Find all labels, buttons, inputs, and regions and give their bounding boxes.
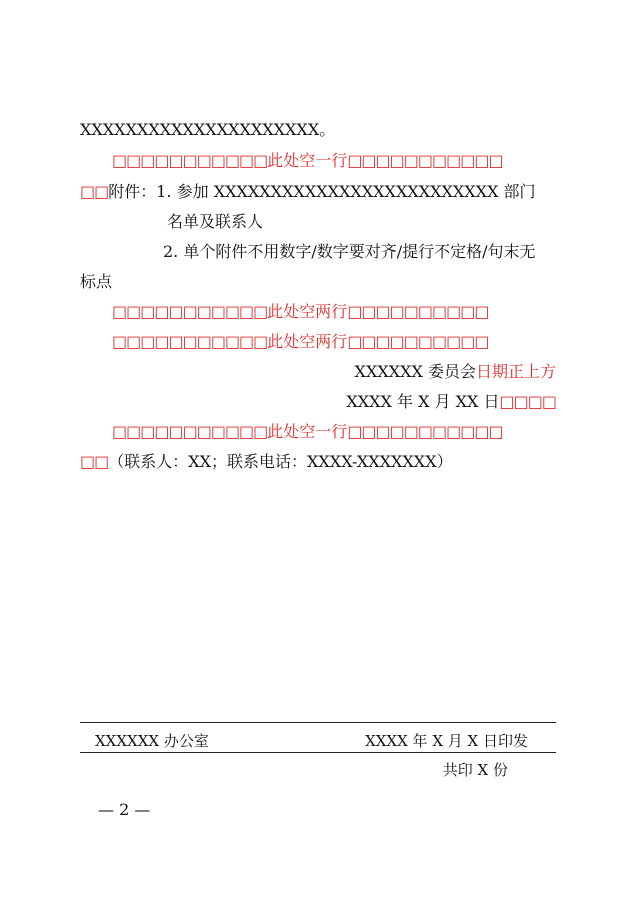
note-text: 此处空两行 — [267, 332, 348, 351]
attachment-label: 附件： — [108, 182, 157, 201]
attachment-line-1-cont: 名单及联系人 — [167, 212, 264, 231]
attachment-item-text: 单个附件不用数字/数字要对齐/提行不定格/句末无 — [183, 242, 536, 261]
placeholder-marks: □□□□□□□□□□□ — [112, 151, 268, 170]
placeholder-marks: □□ — [80, 452, 109, 471]
attachment-line-2-cont: 标点 — [80, 272, 113, 291]
note-blank-one-line — [112, 151, 503, 171]
issuer-line — [355, 362, 556, 382]
placeholder-marks: □□□□□□□□□□□ — [112, 332, 268, 351]
note-blank-two-lines — [112, 302, 488, 322]
placeholder-marks: □□□□□□□□□□ — [347, 302, 489, 321]
footer-copies: 共印 X 份 — [442, 761, 508, 779]
placeholder-marks: □□□□□□□□□□□ — [112, 302, 268, 321]
note-blank-two-lines — [112, 332, 488, 352]
date-line — [346, 392, 556, 412]
attachment-item-number: 1. — [156, 182, 172, 201]
footer-print-date: XXXX 年 X 月 X 日印发 — [365, 732, 528, 750]
attachment-line-2 — [163, 242, 536, 262]
note-blank-one-line — [112, 422, 503, 442]
attachment-item-text: 参加 XXXXXXXXXXXXXXXXXXXXXXXXX 部门 — [176, 182, 536, 201]
placeholder-marks: □□□□□□□□□□ — [347, 332, 489, 351]
issuer-note: 日期正上方 — [475, 362, 556, 381]
placeholder-marks: □□□□□□□□□□□ — [347, 422, 503, 441]
attachment-line-1 — [80, 182, 536, 202]
note-text: 此处空两行 — [267, 302, 348, 321]
attachment-item-number: 2. — [163, 242, 179, 261]
footer-top-rule — [80, 722, 556, 723]
placeholder-marks: □□ — [80, 182, 109, 201]
page-number: — 2 — — [98, 800, 151, 819]
contact-line — [80, 452, 453, 472]
contact-text: （联系人：XX；联系电话：XXXX-XXXXXXX） — [108, 452, 453, 471]
issue-date: XXXX 年 X 月 XX 日 — [346, 392, 500, 411]
note-text: 此处空一行 — [267, 151, 348, 170]
placeholder-marks: □□□□□□□□□□□ — [112, 422, 268, 441]
placeholder-marks: □□□□□□□□□□□ — [347, 151, 503, 170]
footer-bottom-rule — [80, 752, 556, 753]
note-text: 此处空一行 — [267, 422, 348, 441]
footer-office: XXXXXX 办公室 — [95, 732, 209, 750]
issuer-name: XXXXXX 委员会 — [354, 362, 476, 381]
body-line-continuation: XXXXXXXXXXXXXXXXXXXXX。 — [80, 120, 336, 139]
placeholder-marks: □□□□ — [499, 392, 556, 411]
